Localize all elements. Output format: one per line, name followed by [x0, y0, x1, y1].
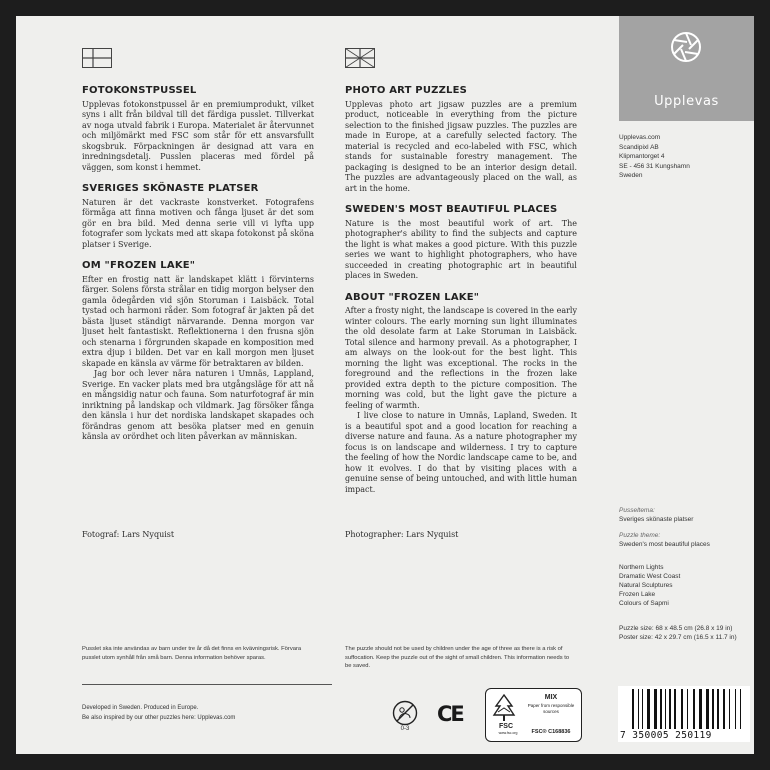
section-heading: OM "FROZEN LAKE" — [82, 260, 196, 271]
contact-line: SE - 456 31 Kungshamn — [619, 162, 690, 170]
barcode-bar — [681, 689, 684, 729]
inspired-line: Be also inspired by our other puzzles here: Upplevas.com — [82, 715, 236, 721]
puzzle-theme-en — [619, 531, 749, 549]
section-body: Upplevas photo art jigsaw puzzles are a premium product, noticeable in everything from the picture selection to the finished jigsaw puzzles. The puzzles are made in Europe, at a carefully selected factory. The material is recycled and eco-labeled with FSC, which stands for sustainable forestry management. The packaging is designed to be an interior design detail. The puzzles are advantageously placed on the wall, as art in the home. — [345, 99, 577, 193]
barcode-bar — [638, 689, 639, 729]
swedish-text-column — [82, 86, 314, 454]
barcode-bar — [684, 689, 686, 729]
barcode-bar — [632, 689, 634, 729]
section-heading: FOTOKONSTPUSSEL — [82, 85, 197, 96]
fsc-mix: MIX — [544, 694, 558, 701]
barcode-bar — [672, 689, 673, 729]
barcode-bar — [740, 689, 741, 729]
barcode-bar — [660, 689, 662, 729]
barcode-bar — [651, 689, 653, 729]
section-body: Upplevas fotokonstpussel är en premiumprodukt, vilket syns i allt från bildval till det färdiga pusslet. Tillverkat av noga utvald fabrik i Europa. Materialet är återvunnet och miljömärkt med FSC som står för ett ansvarsfullt skogsbruk. Förpackningen är designad att vara en inredningsdetalj. Pusslen placeras med fördel på väggen, som konst i hemmet. — [82, 99, 314, 172]
photographer-credit: Photographer: Lars Nyquist — [345, 530, 459, 539]
barcode-bar — [642, 689, 643, 729]
contact-address — [619, 133, 749, 181]
age-label: 0-3 — [400, 726, 410, 732]
barcode-bar — [717, 689, 719, 729]
barcode — [618, 686, 750, 742]
theme-label: Puzzle theme: — [619, 532, 661, 539]
barcode-bar — [737, 689, 739, 729]
theme-label: Pusseltema: — [619, 507, 655, 514]
section-body: Naturen är det vackraste konstverket. Fotografens förmåga att finna motiven och fånga ljuset är det som gör en bra bild. Med denna serie vill vi lyfta upp fotografer som lyckats med att skapa fotokonst på sköna platser i Sverige. — [82, 197, 314, 249]
series-item: Colours of Sapmi — [619, 600, 669, 607]
divider — [82, 684, 332, 685]
photographer-credit: Fotograf: Lars Nyquist — [82, 530, 175, 539]
puzzle-theme-sv — [619, 506, 749, 524]
barcode-bar — [667, 689, 668, 729]
frame-border — [0, 0, 770, 16]
barcode-bar — [699, 689, 702, 729]
series-list — [619, 563, 749, 608]
fsc-text: FSC — [499, 723, 513, 730]
size-info — [619, 624, 749, 642]
fsc-website: www.fsc.org — [498, 731, 518, 735]
barcode-bar — [731, 689, 734, 729]
fsc-paper: Paper from responsible sources — [527, 703, 575, 714]
warning-en: The puzzle should not be used by children under the age of three as there is a risk of suffocation. Keep the puzzle out of the sight of small children. This information needs to be saved. — [345, 646, 570, 669]
fsc-code: FSC® C168836 — [531, 729, 571, 735]
contact-line: Sweden — [619, 172, 643, 179]
section-heading: ABOUT "FROZEN LAKE" — [345, 291, 480, 303]
fsc-tree-icon — [492, 694, 516, 722]
barcode-bar — [635, 689, 637, 729]
barcode-bars — [632, 689, 742, 729]
barcode-bar — [729, 689, 730, 729]
barcode-bar — [663, 689, 664, 729]
contact-line: Klipmantorget 4 — [619, 153, 665, 160]
aperture-icon — [670, 31, 702, 63]
barcode-bar — [723, 689, 725, 729]
developed-line: Developed in Sweden. Produced in Europe. — [82, 705, 199, 711]
series-item: Dramatic West Coast — [619, 573, 681, 580]
barcode-bar — [706, 689, 709, 729]
barcode-bar — [720, 689, 722, 729]
barcode-bar — [654, 689, 657, 729]
section-heading: SVERIGES SKÖNASTE PLATSER — [82, 183, 259, 194]
barcode-bar — [715, 689, 716, 729]
barcode-bar — [689, 689, 692, 729]
developed-note — [82, 703, 235, 723]
barcode-bar — [710, 689, 711, 729]
section-body: Jag bor och lever nära naturen i Umnäs, Lappland, Sverige. En vacker plats med bra utgångsläge för att nå en mångsidig natur och fauna. Som naturfotograf är min inriktning på landskap och vildmark. Jag försöker fånga den känsla i hur det nordiska landskapet skapades och förändras genom att besöka platser med en genuin känsla av orördhet och liten påverkan av människan. — [82, 369, 314, 441]
puzzle-size: Puzzle size: 68 x 48.5 cm (26.8 x 19 in) — [619, 625, 733, 632]
contact-line: Upplevas.com — [619, 134, 661, 141]
series-item: Natural Sculptures — [619, 582, 673, 589]
series-item: Northern Lights — [619, 564, 664, 571]
upplevas-logo — [619, 16, 754, 121]
ce-mark-icon: CE — [437, 702, 463, 726]
section-heading: PHOTO ART PUZZLES — [345, 85, 468, 96]
barcode-bar — [693, 689, 695, 729]
section-body: I live close to nature in Umnäs, Lapland, Sweden. It is a beautiful spot and a good location for reaching a diverse nature and fauna. As a nature photographer my focus is on landscape and wilderness. I try to capture the feeling of how the Nordic landscape came to be, and how it evolves. I do that by visiting places with a genuine sense of being untouched, and with little human impact. — [345, 411, 577, 494]
contact-line: Scandipixl AB — [619, 143, 659, 151]
barcode-number: 7 350005 250119 — [620, 730, 712, 741]
frame-border — [754, 0, 770, 770]
section-heading: SWEDEN'S MOST BEAUTIFUL PLACES — [345, 204, 558, 215]
barcode-bar — [712, 689, 714, 729]
warning-sv: Pusslet ska inte användas av barn under tre år då det finns en kvävningsrisk. Förvara pusslet utom synhåll från små barn. Denna information behöver sparas. — [82, 646, 302, 661]
barcode-bar — [703, 689, 705, 729]
barcode-bar — [726, 689, 728, 729]
frame-border — [0, 754, 770, 770]
swedish-flag-icon — [82, 48, 112, 68]
series-item: Frozen Lake — [619, 591, 656, 598]
english-text-column — [345, 86, 577, 506]
barcode-bar — [658, 689, 659, 729]
frame-border — [0, 0, 16, 770]
barcode-bar — [669, 689, 671, 729]
barcode-bar — [677, 689, 680, 729]
barcode-bar — [640, 689, 641, 729]
poster-size: Poster size: 42 x 29.7 cm (16.5 x 11.7 in) — [619, 634, 737, 641]
barcode-bar — [735, 689, 736, 729]
fsc-label — [485, 688, 582, 742]
theme-value: Sveriges skönaste platser — [619, 516, 694, 523]
barcode-bar — [647, 689, 650, 729]
uk-flag-icon — [345, 48, 375, 68]
barcode-bar — [696, 689, 698, 729]
age-warning-icon — [392, 700, 418, 734]
section-body: After a frosty night, the landscape is covered in the early winter colours. The early morning sun light illuminates the old desolate farm at Lake Storuman in Laisbäck. Total silence and harmony prevail. As a photographer, I am always on the look-out for the best light. This morning the light was exceptional. The rocks in the foreground and the reflections in the frozen lake provided extra depth to the picture composition. The morning was cold, but the light gave the picture a feeling of warmth. — [345, 306, 577, 410]
barcode-bar — [644, 689, 646, 729]
logo-wordmark: Upplevas — [654, 94, 719, 109]
section-body: Efter en frostig natt är landskapet klätt i förvinterns färger. Solens första strålar en tidig morgon belyser den gamla ödegården vid sjön Storuman i Laisbäck. Total tystad och harmoni råder. Som fotograf är jakten på det bästa ljuset ständigt närvarande. Denna morgon var ljuset helt fantastiskt. Reflektionerna i den frusna sjön och stenarna i förgrunden skapade en komposition med extra djup i bilden. Det var en kall morgon men ljuset skapade en känsla av värme för betraktaren av bilden. — [82, 274, 314, 368]
theme-value: Sweden's most beautiful places — [619, 541, 710, 548]
barcode-bar — [674, 689, 676, 729]
barcode-bar — [687, 689, 688, 729]
section-body: Nature is the most beautiful work of art. The photographer's ability to find the subjects and capture the light is what makes a good picture. With this puzzle series we want to highlight photographers, who have succeeded in creating photographic art in beautiful places in Sweden. — [345, 218, 577, 280]
barcode-bar — [665, 689, 666, 729]
